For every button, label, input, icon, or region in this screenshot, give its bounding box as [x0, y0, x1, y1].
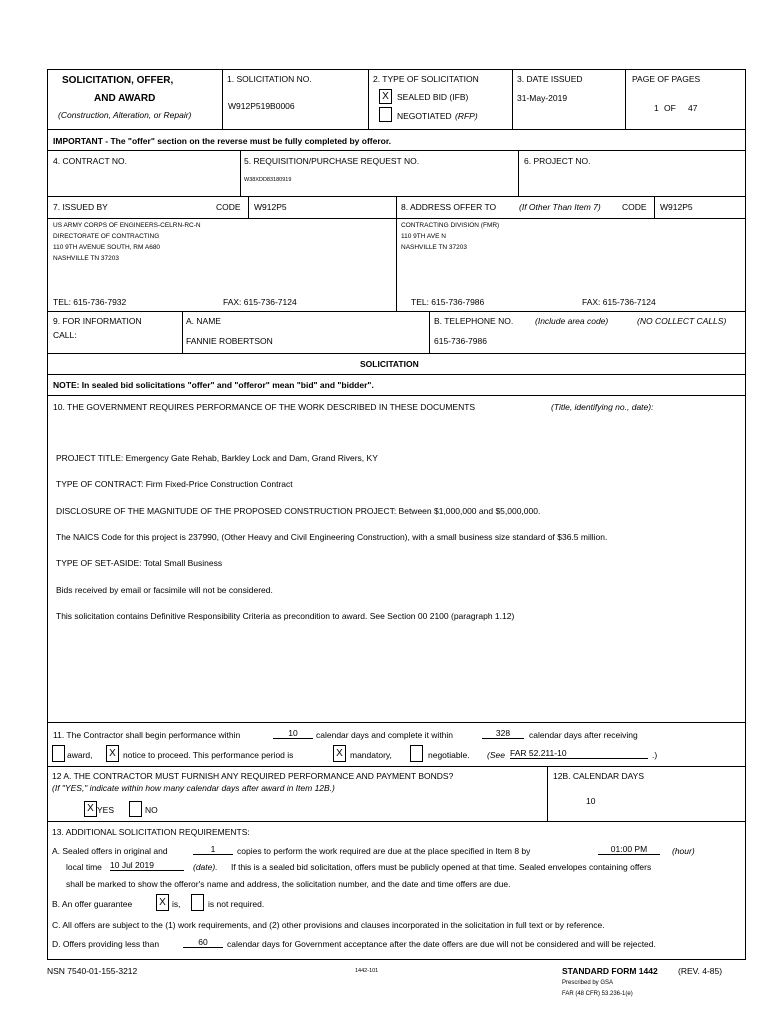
form-code: 1442-101 — [355, 968, 379, 974]
issued-by-fax: FAX: 615-736-7124 — [223, 297, 297, 307]
offer-to-address-2: 110 9TH AVE N — [401, 233, 446, 240]
award-checkbox[interactable] — [52, 745, 65, 762]
requisition-no-value[interactable]: W38XDD83180919 — [244, 177, 292, 183]
guarantee-is-label: is, — [172, 899, 181, 909]
responsibility-criteria-note: This solicitation contains Definitive Responsibility Criteria as precondition to award. See Section 00 2100 (paragraph 1.12) — [56, 611, 515, 621]
item13-label: 13. ADDITIONAL SOLICITATION REQUIREMENTS: — [52, 827, 250, 837]
solicitation-type-label: 2. TYPE OF SOLICITATION — [373, 74, 479, 84]
guarantee-not-label: is not required. — [208, 899, 265, 909]
item13d-text-1: D. Offers providing less than — [52, 939, 160, 949]
acceptance-days-value[interactable]: 60 — [183, 937, 223, 948]
form-subtitle: (Construction, Alteration, or Repair) — [58, 110, 192, 120]
header-divider-2 — [368, 69, 369, 129]
rule — [240, 150, 241, 196]
rule — [47, 722, 746, 723]
date-label: (date). — [193, 862, 218, 872]
project-title: PROJECT TITLE: Emergency Gate Rehab, Barkley Lock and Dam, Grand Rivers, KY — [56, 453, 378, 463]
negotiable-checkbox[interactable] — [410, 745, 423, 762]
contact-name-label: A. NAME — [186, 316, 221, 326]
header-divider-4 — [625, 69, 626, 129]
header-divider-1 — [222, 69, 223, 129]
rule — [47, 766, 746, 767]
form-title-line2: AND AWARD — [94, 93, 156, 104]
solicitation-heading: SOLICITATION — [360, 359, 419, 369]
page-of-text: OF — [664, 103, 676, 113]
item11-close: .) — [652, 750, 658, 760]
rule — [47, 218, 396, 219]
no-collect-note: (NO COLLECT CALLS) — [637, 316, 727, 326]
negotiated-label: NEGOTIATED — [397, 111, 452, 121]
form-revision: (REV. 4-85) — [678, 966, 723, 976]
address-offer-to-code-label: CODE — [622, 202, 647, 212]
issued-by-address-2: DIRECTORATE OF CONTRACTING — [53, 233, 160, 240]
item11-text-3: calendar days after receiving — [529, 730, 638, 740]
item13c-text: C. All offers are subject to the (1) work requirements, and (2) other provisions and clauses incorporated in the solicitation in full text or by reference. — [52, 920, 605, 930]
rule — [429, 311, 430, 353]
guarantee-not-checkbox[interactable] — [191, 894, 204, 911]
info-label-line2: CALL: — [53, 330, 77, 340]
offer-to-fax: FAX: 615-736-7124 — [582, 297, 656, 307]
date-issued-value[interactable]: 31-May-2019 — [517, 93, 568, 103]
contract-type: TYPE OF CONTRACT: Firm Fixed-Price Construction Contract — [56, 479, 293, 489]
bonds-no-checkbox[interactable] — [129, 801, 142, 817]
frame-left — [47, 69, 48, 959]
item10-note: (Title, identifying no., date): — [551, 402, 654, 412]
important-note: IMPORTANT - The "offer" section on the reverse must be fully completed by offeror. — [53, 136, 392, 146]
item13a-text-3: local time — [66, 862, 102, 872]
rule — [248, 196, 249, 218]
rule — [396, 218, 746, 219]
requisition-no-label: 5. REQUISITION/PURCHASE REQUEST NO. — [244, 156, 420, 166]
item11-text-1: 11. The Contractor shall begin performance within — [53, 730, 241, 740]
ntp-checkbox[interactable]: X — [106, 745, 119, 762]
contract-no-label: 4. CONTRACT NO. — [53, 156, 127, 166]
address-offer-to-code-value[interactable]: W912P5 — [660, 202, 693, 212]
issued-by-address-3: 110 9TH AVENUE SOUTH, RM A680 — [53, 244, 161, 251]
address-offer-to-note: (If Other Than Item 7) — [519, 202, 601, 212]
area-code-note: (Include area code) — [535, 316, 609, 326]
mandatory-checkbox[interactable]: X — [333, 745, 346, 762]
date-issued-label: 3. DATE ISSUED — [517, 74, 583, 84]
telephone-label: B. TELEPHONE NO. — [434, 316, 514, 326]
sealed-bid-note: NOTE: In sealed bid solicitations "offer" and "offeror" mean "bid" and "bidder". — [53, 380, 374, 390]
mandatory-label: mandatory, — [350, 750, 392, 760]
sealed-bid-label: SEALED BID (IFB) — [397, 92, 469, 102]
telephone-value[interactable]: 615-736-7986 — [434, 336, 487, 346]
frame-bottom — [47, 959, 746, 960]
negotiated-checkbox[interactable] — [379, 107, 392, 122]
rule — [547, 766, 548, 821]
solicitation-no-label: 1. SOLICITATION NO. — [227, 74, 312, 84]
sealed-bid-checkbox[interactable]: X — [379, 89, 392, 104]
set-aside-type: TYPE OF SET-ASIDE: Total Small Business — [56, 558, 223, 568]
project-no-label: 6. PROJECT NO. — [524, 156, 591, 166]
header-divider-3 — [512, 69, 513, 129]
guarantee-is-checkbox[interactable]: X — [156, 894, 169, 911]
page-total: 47 — [688, 103, 698, 113]
item11-text-2: calendar days and complete it within — [316, 730, 454, 740]
bid-submission-note: Bids received by email or facsimile will not be considered. — [56, 585, 273, 595]
nsn-number: NSN 7540-01-155-3212 — [47, 966, 138, 976]
issued-by-tel: TEL: 615-736-7932 — [53, 297, 127, 307]
bonds-yes-checkbox[interactable]: X — [84, 801, 97, 817]
naics-code: The NAICS Code for this project is 237990, (Other Heavy and Civil Engineering Construction), with a small business size standard of $36.5 million. — [56, 532, 608, 542]
item13b-text: B. An offer guarantee — [52, 899, 133, 909]
award-label: award, — [67, 750, 93, 760]
rule — [396, 196, 397, 311]
offer-to-address-1: CONTRACTING DIVISION (FMR) — [401, 222, 500, 229]
complete-days-value[interactable]: 328 — [482, 728, 524, 739]
magnitude-disclosure: DISCLOSURE OF THE MAGNITUDE OF THE PROPOSED CONSTRUCTION PROJECT: Between $1,000,000 and $5,000,000. — [56, 506, 541, 516]
frame-top — [47, 69, 746, 70]
issued-by-label: 7. ISSUED BY — [53, 202, 108, 212]
item13a-text-5: shall be marked to show the offeror's name and address, the solicitation number, and the date and time offers are due. — [66, 879, 511, 889]
rule — [654, 196, 655, 218]
issued-by-code-label: CODE — [216, 202, 241, 212]
solicitation-no-value[interactable]: W912P519B0006 — [228, 101, 295, 111]
standard-form-label: STANDARD FORM 1442 — [562, 966, 658, 976]
rule — [47, 395, 746, 396]
item12a-note: (If "YES," indicate within how many calendar days after award in Item 12B.) — [52, 783, 335, 793]
issued-by-address-1: US ARMY CORPS OF ENGINEERS-CELRN-RC-N — [53, 222, 201, 229]
negotiable-label: negotiable. — [428, 750, 470, 760]
calendar-days-label: 12B. CALENDAR DAYS — [553, 771, 645, 781]
far-citation: FAR (48 CFR) 53.236-1(e) — [562, 991, 633, 997]
bonds-no-label: NO — [145, 805, 158, 815]
rule — [47, 821, 746, 822]
copies-value[interactable]: 1 — [193, 844, 233, 855]
rule — [47, 374, 746, 375]
info-label-line1: 9. FOR INFORMATION — [53, 316, 142, 326]
item12a-label: 12 A. THE CONTRACTOR MUST FURNISH ANY REQUIRED PERFORMANCE AND PAYMENT BONDS? — [52, 771, 454, 781]
due-hour-value[interactable]: 01:00 PM — [598, 844, 660, 855]
issued-by-address-4: NASHVILLE TN 37203 — [53, 255, 119, 262]
offer-to-tel: TEL: 615-736-7986 — [411, 297, 485, 307]
contact-name-value[interactable]: FANNIE ROBERTSON — [186, 336, 273, 346]
item13a-text-2: copies to perform the work required are due at the place specified in Item 8 by — [237, 846, 531, 856]
negotiated-code: (RFP) — [455, 111, 478, 121]
item13a-text-1: A. Sealed offers in original and — [52, 846, 168, 856]
calendar-days-value[interactable]: 10 — [586, 796, 596, 806]
far-reference[interactable]: FAR 52.211-10 — [510, 748, 648, 759]
page-of-pages-label: PAGE OF PAGES — [632, 74, 701, 84]
rule — [47, 311, 746, 312]
see-label: (See — [487, 750, 505, 760]
address-offer-to-label: 8. ADDRESS OFFER TO — [401, 202, 497, 212]
begin-days-value[interactable]: 10 — [273, 728, 313, 739]
item13a-text-4: If this is a sealed bid solicitation, offers must be publicly opened at that time. Sealed envelopes containing offers — [231, 862, 652, 872]
rule — [518, 150, 519, 196]
rule — [47, 129, 746, 130]
frame-right — [745, 69, 746, 959]
rule — [47, 150, 746, 151]
ntp-label: notice to proceed. This performance period is — [123, 750, 294, 760]
item10-label: 10. THE GOVERNMENT REQUIRES PERFORMANCE OF THE WORK DESCRIBED IN THESE DOCUMENTS — [53, 402, 476, 412]
bonds-yes-label: YES — [97, 805, 115, 815]
page-number: 1 — [654, 103, 659, 113]
offer-to-address-3: NASHVILLE TN 37203 — [401, 244, 467, 251]
form-title-line1: SOLICITATION, OFFER, — [62, 75, 174, 86]
due-date-value[interactable]: 10 Jul 2019 — [110, 860, 184, 871]
prescribed-by: Prescribed by GSA — [562, 980, 614, 986]
rule — [182, 311, 183, 353]
item13d-text-2: calendar days for Government acceptance after the date offers are due will not be considered and will be rejected. — [227, 939, 656, 949]
rule — [47, 353, 746, 354]
hour-label: (hour) — [672, 846, 695, 856]
issued-by-code-value[interactable]: W912P5 — [254, 202, 287, 212]
